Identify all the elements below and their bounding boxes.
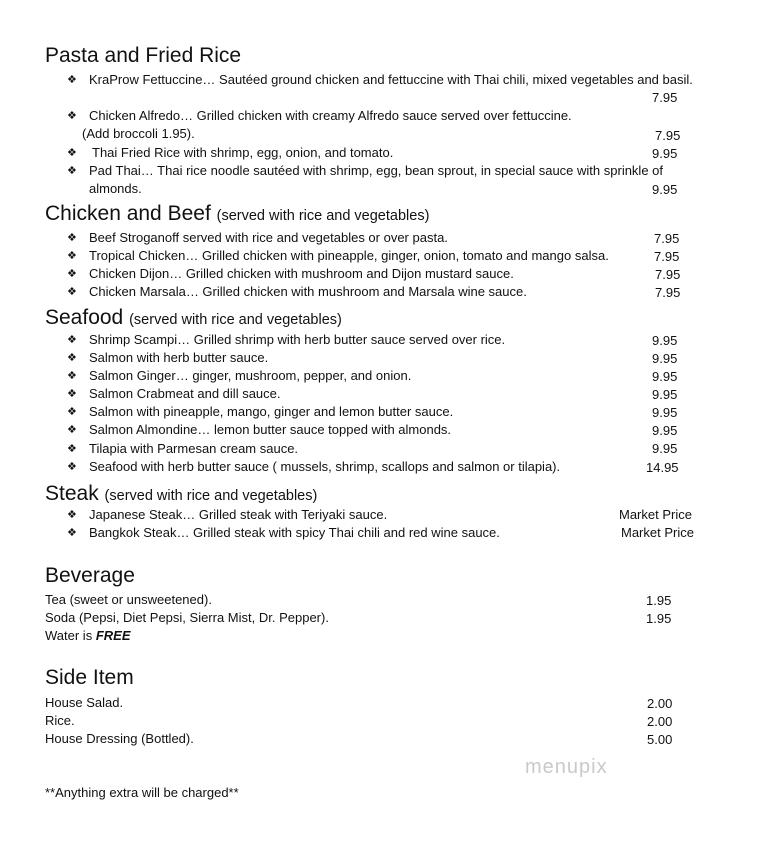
watermark: menupix <box>525 756 608 778</box>
bullet-icon: ❖ <box>67 527 77 539</box>
bullet-icon: ❖ <box>67 388 77 400</box>
item-description: Rice. <box>45 713 75 728</box>
item-price: 7.95 <box>655 267 681 282</box>
section-title-text: Seafood <box>45 306 124 329</box>
bullet-icon: ❖ <box>67 232 77 244</box>
item-description: Chicken Marsala… Grilled chicken with mushroom and Marsala wine sauce. <box>89 284 527 299</box>
item-description: Tilapia with Parmesan cream sauce. <box>89 441 299 456</box>
bullet-icon: ❖ <box>67 250 77 262</box>
item-price: 9.95 <box>652 369 678 384</box>
item-description: Salmon with herb butter sauce. <box>89 350 269 365</box>
item-price: 5.00 <box>647 732 673 747</box>
bullet-icon: ❖ <box>67 334 77 346</box>
section-title-text: Beverage <box>45 564 135 587</box>
item-price: 2.00 <box>647 714 673 729</box>
bullet-icon: ❖ <box>67 509 77 521</box>
section-title-steak <box>45 481 317 509</box>
section-title-beverage <box>45 563 135 589</box>
item-price: 9.95 <box>652 441 678 456</box>
section-title-text: Side Item <box>45 666 134 689</box>
item-description: Seafood with herb butter sauce ( mussels, shrimp, scallops and salmon or tilapia). <box>89 459 561 474</box>
bullet-icon: ❖ <box>67 352 77 364</box>
footer-note: **Anything extra will be charged** <box>45 785 239 800</box>
bullet-icon: ❖ <box>67 165 77 177</box>
item-price: 9.95 <box>652 351 678 366</box>
item-price: 7.95 <box>654 249 680 264</box>
item-note: (Add broccoli 1.95). <box>82 126 195 141</box>
bullet-icon: ❖ <box>67 461 77 473</box>
item-description: Tropical Chicken… Grilled chicken with pineapple, ginger, onion, tomato and mango salsa. <box>89 248 609 263</box>
section-title-text: Chicken and Beef <box>45 202 211 225</box>
item-description: Bangkok Steak… Grilled steak with spicy Thai chili and red wine sauce. <box>89 525 500 540</box>
item-description: Salmon with pineapple, mango, ginger and lemon butter sauce. <box>89 404 454 419</box>
item-price: 9.95 <box>652 333 678 348</box>
item-price: 7.95 <box>654 231 680 246</box>
item-price: 7.95 <box>652 90 678 105</box>
section-subtitle: (served with rice and vegetables) <box>129 312 342 328</box>
section-title-chicken <box>45 201 429 229</box>
bullet-icon: ❖ <box>67 268 77 280</box>
bullet-icon: ❖ <box>67 406 77 418</box>
bullet-icon: ❖ <box>67 74 77 86</box>
section-subtitle: (served with rice and vegetables) <box>104 488 318 504</box>
item-description: Tea (sweet or unsweetened). <box>45 592 212 607</box>
bullet-icon: ❖ <box>67 370 77 382</box>
item-price: 9.95 <box>652 405 678 420</box>
item-price: 9.95 <box>652 423 678 438</box>
section-title-side <box>45 665 134 691</box>
bullet-icon: ❖ <box>67 424 77 436</box>
section-subtitle: (served with rice and vegetables) <box>216 208 430 224</box>
item-description: Beef Stroganoff served with rice and vegetables or over pasta. <box>89 230 448 245</box>
item-description: Thai Fried Rice with shrimp, egg, onion, and tomato. <box>92 145 394 160</box>
section-title-text: Steak <box>45 482 99 505</box>
section-title-text: Pasta and Fried Rice <box>45 44 242 67</box>
item-description: House Salad. <box>45 695 124 710</box>
item-price: 1.95 <box>646 593 672 608</box>
item-description: Chicken Dijon… Grilled chicken with mushroom and Dijon mustard sauce. <box>89 266 514 281</box>
water-label: Water is <box>45 628 93 643</box>
bullet-icon: ❖ <box>67 147 77 159</box>
item-description: KraProw Fettuccine… Sautéed ground chicken and fettuccine with Thai chili, mixed vegetables and basil. <box>89 72 693 87</box>
item-description: House Dressing (Bottled). <box>45 731 194 746</box>
bullet-icon: ❖ <box>67 443 77 455</box>
section-title-seafood <box>45 305 342 333</box>
item-price: 1.95 <box>646 611 672 626</box>
item-description <box>45 627 131 645</box>
item-description: Salmon Crabmeat and dill sauce. <box>89 386 281 401</box>
section-title-pasta <box>45 43 241 69</box>
item-description: Salmon Ginger… ginger, mushroom, pepper, and onion. <box>89 368 412 383</box>
item-price: Market Price <box>619 507 692 522</box>
bullet-icon: ❖ <box>67 286 77 298</box>
bullet-icon: ❖ <box>67 110 77 122</box>
item-price: Market Price <box>621 525 694 540</box>
item-description: Soda (Pepsi, Diet Pepsi, Sierra Mist, Dr. Pepper). <box>45 610 329 625</box>
item-description: Chicken Alfredo… Grilled chicken with creamy Alfredo sauce served over fettuccine. <box>89 108 572 123</box>
item-price: 9.95 <box>652 182 678 197</box>
item-price: 9.95 <box>652 146 678 161</box>
item-description: Pad Thai… Thai rice noodle sautéed with shrimp, egg, bean sprout, in special sauce with sprinkle of almonds. <box>89 163 664 196</box>
item-description: Japanese Steak… Grilled steak with Teriyaki sauce. <box>89 507 388 522</box>
free-label: FREE <box>95 628 131 643</box>
item-price: 9.95 <box>652 387 678 402</box>
item-price: 7.95 <box>655 285 681 300</box>
item-description: Salmon Almondine… lemon butter sauce topped with almonds. <box>89 422 452 437</box>
item-description: Shrimp Scampi… Grilled shrimp with herb butter sauce served over rice. <box>89 332 506 347</box>
item-price: 2.00 <box>647 696 673 711</box>
item-price: 14.95 <box>646 460 679 475</box>
item-price: 7.95 <box>655 128 681 143</box>
